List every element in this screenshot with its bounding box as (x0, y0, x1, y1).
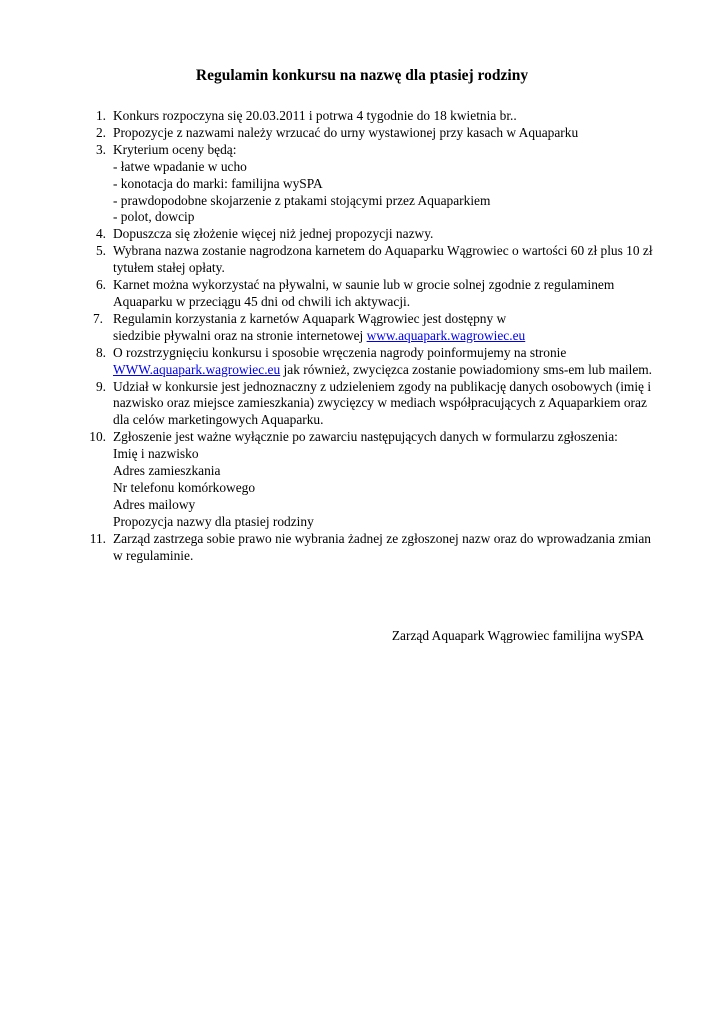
criterion-line: - prawdopodobne skojarzenie z ptakami stojącymi przez Aquaparkiem (113, 192, 491, 208)
item-text: Wybrana nazwa zostanie nagrodzona karnetem do Aquaparku Wągrowiec o wartości 60 zł plus 10 zł tytułem stałej opłaty. (113, 243, 653, 276)
item-text: Zarząd zastrzega sobie prawo nie wybrania żadnej ze zgłoszonej nazw oraz do wprowadzania zmian w regulaminie. (113, 530, 651, 563)
list-item (84, 311, 654, 345)
item-number: 11. (89, 530, 106, 546)
item-text: Kryterium oceny będą: (113, 141, 237, 157)
item-text: Konkurs rozpoczyna się 20.03.2011 i potrwa 4 tygodnie do 18 kwietnia br.. (113, 108, 517, 123)
list-item (84, 226, 654, 243)
item-text: Karnet można wykorzystać na pływalni, w saunie lub w grocie solnej zgodnie z regulaminem Aquaparku w przeciągu 45 dni od chwili ich aktywacji. (113, 277, 615, 309)
item-text: Dopuszcza się złożenie więcej niż jednej propozycji nazwy. (113, 226, 434, 242)
form-field-line: Propozycja nazwy dla ptasiej rodziny (113, 513, 314, 529)
item-number: 5. (95, 243, 106, 259)
form-field-line: Imię i nazwisko (113, 446, 199, 462)
item-text: siedzibie pływalni oraz na stronie internetowej (113, 327, 367, 343)
form-field-line: Nr telefonu komórkowego (113, 479, 256, 495)
criterion-line: - polot, dowcip (113, 209, 195, 225)
criterion-line: - konotacja do marki: familijna wySPA (113, 175, 323, 191)
item-text: Propozycje z nazwami należy wrzucać do urny wystawionej przy kasach w Aquaparku (113, 124, 579, 140)
item-text: Regulamin korzystania z karnetów Aquapark Wągrowiec jest dostępny w (113, 310, 507, 326)
form-field-line: Adres mailowy (113, 496, 196, 512)
rules-list (84, 108, 654, 564)
item-number: 3. (95, 141, 106, 157)
item-text: Zgłoszenie jest ważne wyłącznie po zawarciu następujących danych w formularzu zgłoszenia: (113, 429, 618, 445)
item-number: 8. (95, 344, 106, 360)
website-link[interactable]: www.aquapark.wagrowiec.eu (366, 327, 526, 343)
list-item (84, 108, 654, 125)
item-number: 7. (92, 310, 103, 326)
item-text: O rozstrzygnięciu konkursu i sposobie wręczenia nagrody poinformujemy na stronie (113, 344, 567, 360)
item-text: Udział w konkursie jest jednoznaczny z udzieleniem zgody na publikację danych osobowych (imię i nazwisko oraz miejsce zamieszkania) zwycięzcy w mediach współpracujących z Aquaparkiem oraz dla celów marketingowych Aquaparku. (113, 378, 652, 428)
item-number: 10. (89, 429, 106, 445)
document-title: Regulamin konkursu na nazwę dla ptasiej rodziny (195, 67, 529, 84)
list-item (84, 379, 654, 430)
form-field-line: Adres zamieszkania (113, 463, 221, 479)
item-number: 1. (95, 108, 106, 123)
item-text: jak również, zwycięzca zostanie powiadomiony sms-em lub mailem. (280, 361, 653, 377)
list-item (84, 429, 654, 530)
list-item (84, 531, 654, 565)
list-item (84, 277, 654, 311)
criterion-line: - łatwe wpadanie w ucho (113, 158, 247, 174)
item-number: 2. (95, 124, 106, 140)
list-item (84, 125, 654, 142)
item-number: 6. (95, 277, 106, 293)
list-item (84, 345, 654, 379)
website-link[interactable]: WWW.aquapark.wagrowiec.eu (113, 361, 281, 377)
item-number: 9. (95, 378, 106, 394)
item-number: 4. (95, 226, 106, 242)
signature: Zarząd Aquapark Wągrowiec familijna wySPA (391, 628, 644, 643)
list-item (84, 243, 654, 277)
list-item (84, 142, 654, 227)
